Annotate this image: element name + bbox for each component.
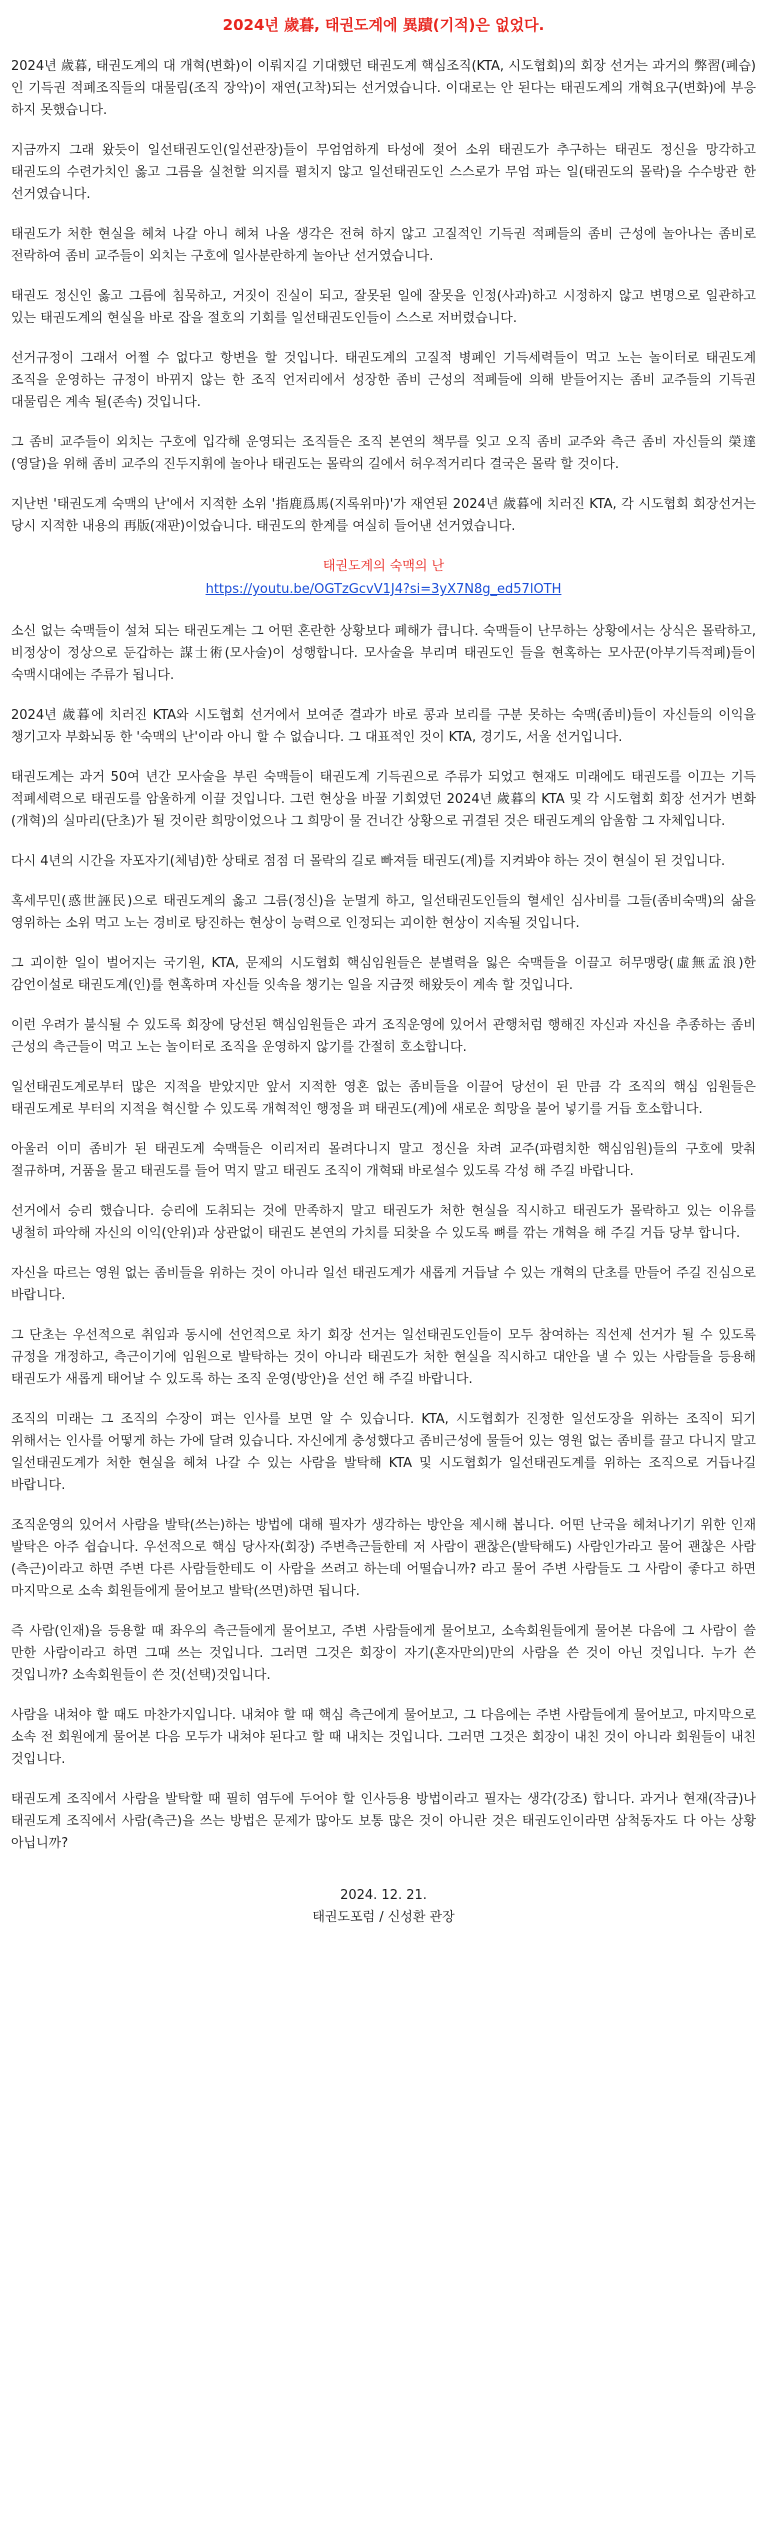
paragraph: 소신 없는 숙맥들이 설쳐 되는 태권도계는 그 어떤 혼란한 상황보다 폐해가 큽니다. 숙맥들이 난무하는 상황에서는 상식은 몰락하고, 비정상이 정상으로 둔갑하는 謀士術(모사술)이 성행합니다. 모사술을 부리며 태권도인 들을 현혹하는 모사꾼(아부기득적폐)들이 숙맥시대에는 주류가 됩니다. bbox=[11, 624, 756, 683]
paragraph: 지금까지 그래 왔듯이 일선태권도인(일선관장)들이 무엄엄하게 타성에 젖어 소위 태권도가 추구하는 태권도 정신을 망각하고 태권도의 수련가치인 옳고 그름을 실천할 의지를 펼치지 않고 일선태권도인 스스로가 무엄 파는 일(태권도의 몰락)을 수수방관 한 선거였습니다. bbox=[11, 143, 756, 202]
paragraph: 일선태권도계로부터 많은 지적을 받았지만 앞서 지적한 영혼 없는 좀비들을 이끌어 당선이 된 만큼 각 조직의 핵심 임원들은 태권도계로 부터의 지적을 혁신할 수 있도록 개혁적인 행정을 펴 태권도(계)에 새로운 희망을 불어 넣기를 거듭 호소합니다. bbox=[11, 1080, 756, 1117]
paragraph: 그 괴이한 일이 벌어지는 국기원, KTA, 문제의 시도협회 핵심임원들은 분별력을 잃은 숙맥들을 이끌고 허무맹랑(虛無孟浪)한 감언이설로 태권도계(인)를 현혹하며 자신들 잇속을 챙기는 일을 지금껏 해왔듯이 계속 할 것입니다. bbox=[11, 956, 756, 993]
paragraph: 태권도계 조직에서 사람을 발탁할 때 필히 염두에 두어야 할 인사등용 방법이라고 필자는 생각(강조) 합니다. 과거나 현재(작금)나 태권도계 조직에서 사람(측근)을 쓰는 방법은 문제가 많아도 보통 많은 것이 아니란 것은 태권도인이라면 삼척동자도 다 아는 상황 아닙니까? bbox=[11, 1792, 756, 1851]
paragraph: 조직운영의 있어서 사람을 발탁(쓰는)하는 방법에 대해 필자가 생각하는 방안을 제시해 봅니다. 어떤 난국을 헤쳐나기기 위한 인재 발탁은 아주 쉽습니다. 우선적으로 핵심 당사자(회장) 주변측근들한테 저 사람이 괜찮은(발탁해도) 사람인가라고 물어 괜찮은 사람(측근)이라고 하면 주변 다른 사람들한테도 이 사람을 쓰려고 하는데 어떨습니까? 라고 물어 주변 사람들도 그 사람이 좋다고 하면 마지막으로 소속 회원들에게 물어보고 발탁(쓰면)하면 됩니다. bbox=[11, 1518, 756, 1599]
paragraph: 선거에서 승리 했습니다. 승리에 도취되는 것에 만족하지 말고 태권도가 처한 현실을 직시하고 태권도가 몰락하고 있는 이유를 냉철히 파악해 자신의 이익(안위)과 상관없이 태권도 본연의 가치를 되찾을 수 있도록 뼈를 깎는 개혁을 해 주길 거듭 당부 합니다. bbox=[11, 1204, 756, 1241]
paragraph: 사람을 내쳐야 할 때도 마찬가지입니다. 내쳐야 할 때 핵심 측근에게 물어보고, 그 다음에는 주변 사람들에게 물어보고, 마지막으로 소속 전 회원에게 물어본 다음 모두가 내쳐야 된다고 할 때 내치는 것입니다. 그러면 그것은 회장이 내친 것이 아니라 회원들이 내친 것입니다. bbox=[11, 1708, 756, 1767]
article-title: 2024년 歲暮, 태권도계에 異蹟(기적)은 없었다. bbox=[222, 16, 545, 34]
paragraph: 혹세무민(惑世誣民)으로 태권도계의 옳고 그름(정신)을 눈멀게 하고, 일선태권도인들의 혈세인 심사비를 그들(좀비숙맥)의 삶을 영위하는 소위 먹고 노는 경비로 탕진하는 현상이 능력으로 인정되는 괴이한 현상이 지속될 것입니다. bbox=[11, 894, 756, 931]
paragraph: 지난번 '태권도계 숙맥의 난'에서 지적한 소위 '指鹿爲馬(지록위마)'가 재연된 2024년 歲暮에 치러진 KTA, 각 시도협회 회장선거는 당시 지적한 내용의 再版(재판)이었습니다. 태권도의 한계를 여실히 들어낸 선거였습니다. bbox=[11, 497, 756, 534]
paragraph: 자신을 따르는 영원 없는 좀비들을 위하는 것이 아니라 일선 태권도계가 새롭게 거듭날 수 있는 개혁의 단초를 만들어 주길 진심으로 바랍니다. bbox=[11, 1266, 756, 1303]
paragraph: 다시 4년의 시간을 자포자기(체념)한 상태로 점점 더 몰락의 길로 빠져들 태권도(계)를 지켜봐야 하는 것이 현실이 된 것입니다. bbox=[11, 854, 726, 869]
paragraph: 태권도계는 과거 50여 년간 모사술을 부린 숙맥들이 태권도계 기득권으로 주류가 되었고 현재도 미래에도 태권도를 이끄는 기득 적폐세력으로 태권도를 암울하게 이끌 것입니다. 그런 현상을 바꿀 기회였던 2024년 歲暮의 KTA 및 각 시도협회 회장 선거가 변화(개혁)의 실마리(단초)가 될 것이란 희망이었으나 그 희망이 물 건너간 상황으로 귀결된 것은 태권도계의 암울함 그 자체입니다. bbox=[11, 770, 756, 829]
video-link[interactable]: https://youtu.be/OGTzGcvV1J4?si=3yX7N8g_ed57lOTH bbox=[205, 582, 562, 597]
paragraph: 선거규정이 그래서 어쩔 수 없다고 항변을 할 것입니다. 태권도계의 고질적 병폐인 기득세력들이 먹고 노는 놀이터로 태권도계 조직을 운영하는 규정이 바뀌지 않는 한 조직 언저리에서 성장한 좀비 근성의 적폐들에 의해 받들어지는 좀비 교주들의 기득권 대물림은 계속 될(존속) 것입니다. bbox=[11, 351, 756, 410]
article-body-before-video bbox=[11, 56, 756, 538]
paragraph: 2024년 歲暮, 태권도계의 대 개혁(변화)이 이뤄지길 기대했던 태권도계 핵심조직(KTA, 시도협회)의 회장 선거는 과거의 弊習(폐습)인 기득권 적폐조직들의 대물림(조직 장악)이 재연(고착)되는 선거였습니다. 이대로는 안 된다는 태권도계의 개혁요구(변화)에 부응 하지 못했습니다. bbox=[11, 59, 756, 118]
article-body-after-video bbox=[11, 621, 756, 1855]
signature bbox=[11, 1885, 756, 1929]
video-reference bbox=[11, 556, 756, 601]
paragraph: 그 단초는 우선적으로 취임과 동시에 선언적으로 차기 회장 선거는 일선태권도인들이 모두 참여하는 직선제 선거가 될 수 있도록 규정을 개정하고, 측근이기에 임원으로 발탁하는 것이 아니라 태권도가 처한 현실을 직시하고 대안을 낼 수 있는 사람들을 등용해 태권도가 새롭게 태어날 수 있도록 하는 조직 운영(방안)을 선언 해 주길 바랍니다. bbox=[11, 1328, 756, 1387]
paragraph: 태권도 정신인 옳고 그름에 침묵하고, 거짓이 진실이 되고, 잘못된 일에 잘못을 인정(사과)하고 시정하지 않고 변명으로 일관하고 있는 태권도계의 현실을 바로 잡을 절호의 기회를 일선태권도인들이 스스로 저버렸습니다. bbox=[11, 289, 756, 326]
paragraph: 2024년 歲暮에 치러진 KTA와 시도협회 선거에서 보여준 결과가 바로 콩과 보리를 구분 못하는 숙맥(좀비)들이 자신들의 이익을 챙기고자 부화뇌동 한 '숙맥의 난'이라 아니 할 수 없습니다. 그 대표적인 것이 KTA, 경기도, 서울 선거입니다. bbox=[11, 708, 756, 745]
paragraph: 이런 우려가 불식될 수 있도록 회장에 당선된 핵심임원들은 과거 조직운영에 있어서 관행처럼 행해진 자신과 자신을 추종하는 좀비 근성의 측근들이 먹고 노는 놀이터로 조직을 운영하지 않기를 간절히 호소합니다. bbox=[11, 1018, 756, 1055]
signature-date: 2024. 12. 21. bbox=[340, 1888, 427, 1903]
paragraph: 아울러 이미 좀비가 된 태권도계 숙맥들은 이리저리 몰려다니지 말고 정신을 차려 교주(파렴치한 핵심임원)들의 구호에 맞춰 절규하며, 거품을 물고 태권도를 들어 먹지 말고 태권도 조직이 개혁돼 바로설수 있도록 각성 해 주길 바랍니다. bbox=[11, 1142, 756, 1179]
signature-author: 태권도포럼 / 신성환 관장 bbox=[312, 1910, 455, 1925]
paragraph: 태권도가 처한 현실을 헤쳐 나갈 아니 헤쳐 나올 생각은 전혀 하지 않고 고질적인 기득권 적폐들의 좀비 근성에 놀아나는 좀비로 전락하여 좀비 교주들이 외치는 구호에 일사분란하게 놀아난 선거였습니다. bbox=[11, 227, 756, 264]
video-title: 태권도계의 숙맥의 난 bbox=[322, 559, 445, 574]
paragraph: 조직의 미래는 그 조직의 수장이 펴는 인사를 보면 알 수 있습니다. KTA, 시도협회가 진정한 일선도장을 위하는 조직이 되기 위해서는 인사를 어떻게 하는 가에 달려 있습니다. 자신에게 충성했다고 좀비근성에 물들어 있는 영원 없는 좀비를 끌고 다니지 말고 일선태권도계가 처한 현실을 헤쳐 나갈 수 있는 사람을 발탁해 KTA 및 시도협회가 일선태권도계를 위하는 조직으로 거듭나길 바랍니다. bbox=[11, 1412, 756, 1493]
paragraph: 그 좀비 교주들이 외치는 구호에 입각해 운영되는 조직들은 조직 본연의 책무를 잊고 오직 좀비 교주와 측근 좀비 자신들의 榮達(영달)을 위해 좀비 교주의 진두지휘에 놀아나 태권도는 몰락의 길에서 허우적거리다 결국은 몰락 할 것이다. bbox=[11, 435, 756, 472]
paragraph: 즉 사람(인재)을 등용할 때 좌우의 측근들에게 물어보고, 주변 사람들에게 물어보고, 소속회원들에게 물어본 다음에 그 사람이 쓸 만한 사람이라고 하면 그때 쓰는 것입니다. 그러면 그것은 회장이 자기(혼자만의)만의 사람을 쓴 것이 아닌 것입니다. 누가 쓴 것입니까? 소속회원들이 쓴 것(선택)것입니다. bbox=[11, 1624, 756, 1683]
